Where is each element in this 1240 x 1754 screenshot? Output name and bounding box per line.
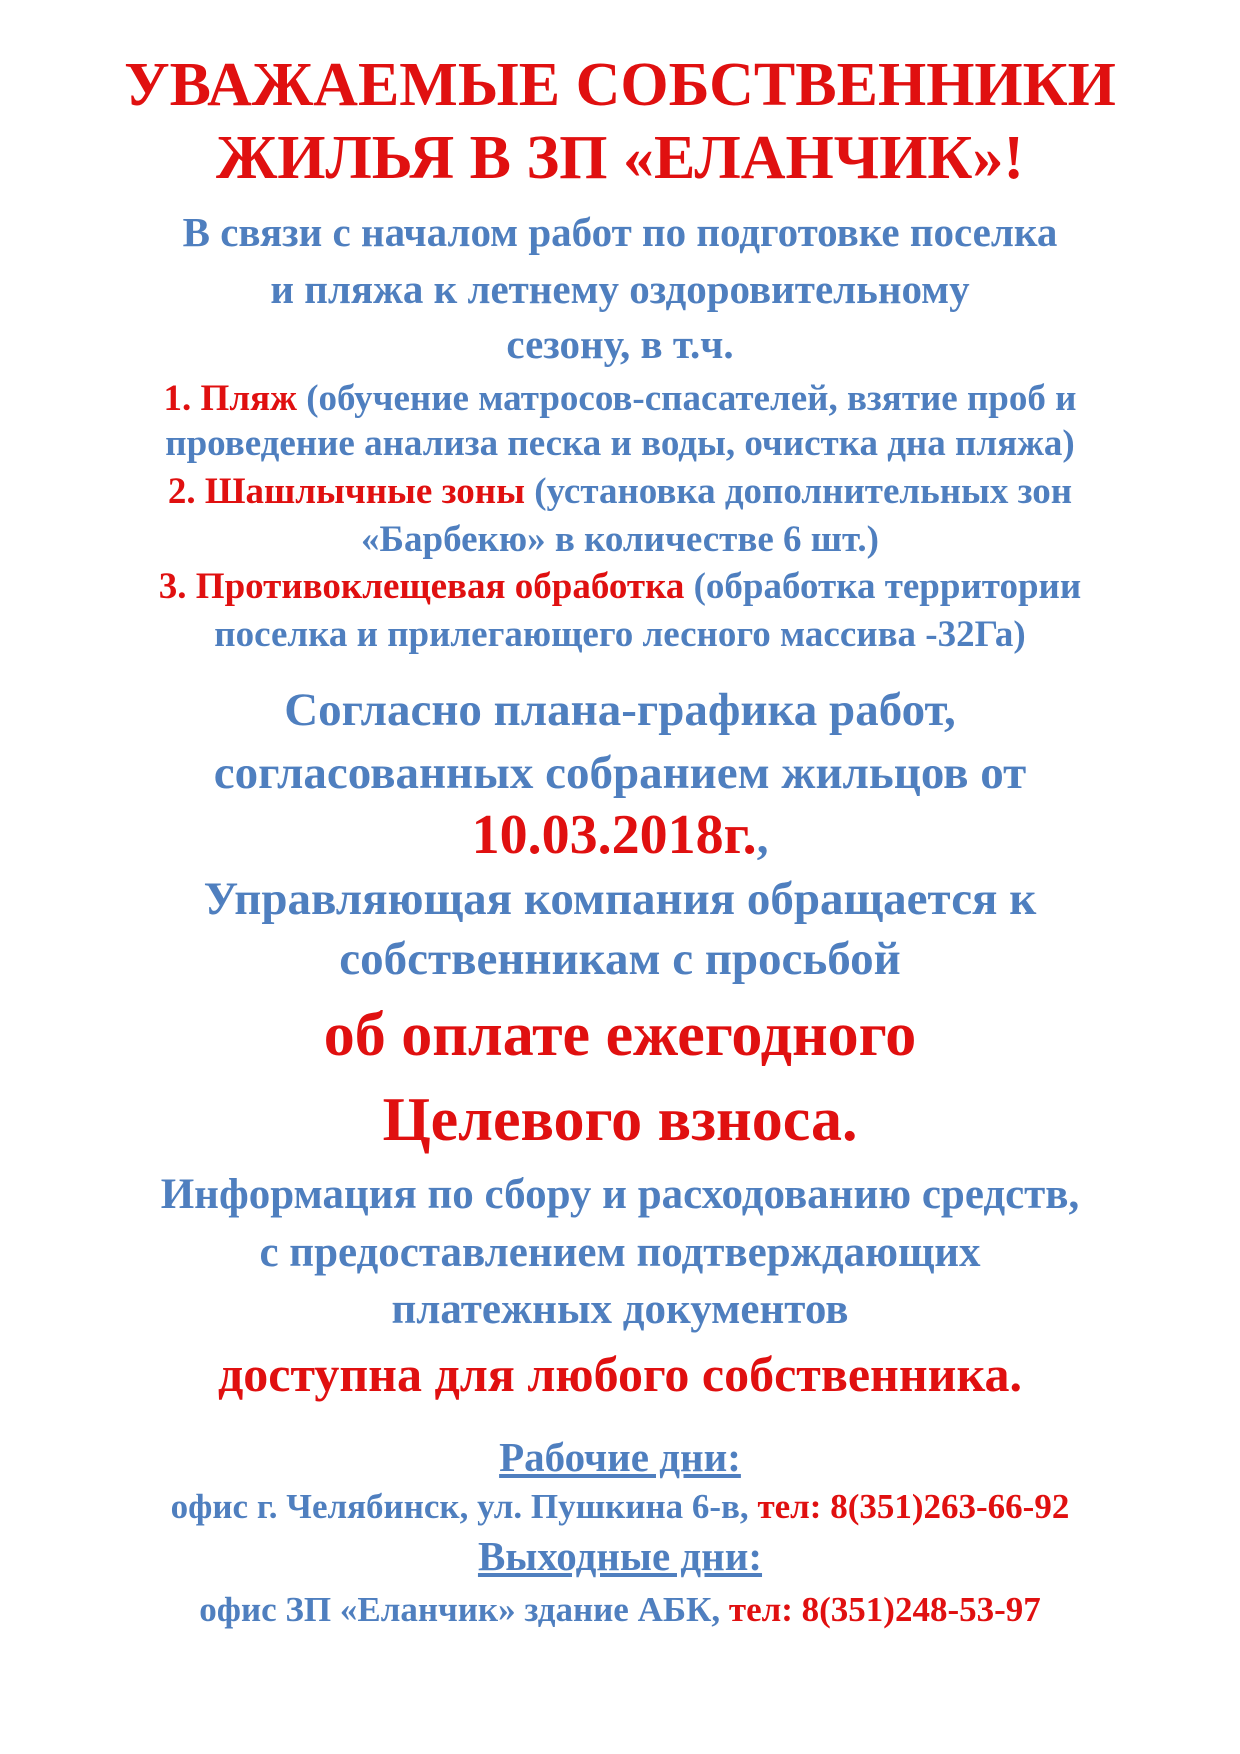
list-item-1-line-1 [0, 377, 1240, 420]
intro-line-3: сезону, в т.ч. [506, 321, 734, 367]
list-item-1-label: 1. Пляж [163, 378, 297, 419]
list-item-2-line-1 [0, 470, 1240, 513]
plan-date-suffix: , [756, 812, 769, 864]
workdays-office: офис г. Челябинск, ул. Пушкина 6-в, [170, 1487, 758, 1526]
list-item-3-label: 3. Противоклещевая обработка [158, 566, 685, 607]
weekend-phone: тел: 8(351)248-53-97 [728, 1590, 1041, 1629]
weekend-office: офис ЗП «Еланчик» здание АБК, [199, 1590, 729, 1629]
info-line-2: с предоставлением подтверждающих [259, 1229, 981, 1276]
list-item-2-line-2: «Барбекю» в количестве 6 шт.) [361, 519, 879, 560]
plan-line-4: собственникам с просьбой [339, 933, 901, 985]
plan-line-2: согласованных собранием жильцов от [213, 747, 1027, 799]
plan-date-line [0, 803, 1240, 867]
list-item-3-line-1 [0, 565, 1240, 608]
list-item-3-line-2: поселка и прилегающего лесного массива -32Га) [214, 614, 1026, 655]
workdays-phone: тел: 8(351)263-66-92 [757, 1487, 1070, 1526]
title-line-2: ЖИЛЬЯ В ЗП «ЕЛАНЧИК»! [215, 124, 1025, 192]
info-line-3: платежных документов [391, 1286, 849, 1333]
workdays-contact [0, 1487, 1240, 1527]
plan-date: 10.03.2018г. [471, 804, 757, 866]
plan-line-3: Управляющая компания обращается к [203, 873, 1037, 925]
request-line-2: Целевого взноса. [382, 1086, 858, 1154]
request-line-1: об оплате ежегодного [323, 1001, 917, 1069]
plan-line-1: Согласно плана-графика работ, [284, 684, 956, 736]
workdays-heading: Рабочие дни: [499, 1434, 741, 1480]
title-line-1: УВАЖАЕМЫЕ СОБСТВЕННИКИ [124, 51, 1116, 119]
list-item-2-text: (установка дополнительных зон [524, 471, 1073, 512]
intro-line-1: В связи с началом работ по подготовке поселка [182, 209, 1058, 255]
info-line-1: Информация по сбору и расходованию средств, [160, 1171, 1080, 1218]
list-item-3-text: (обработка территории [684, 566, 1082, 607]
intro-line-2: и пляжа к летнему оздоровительному [270, 266, 970, 312]
list-item-1-text: (обучение матросов-спасателей, взятие проб и [296, 378, 1077, 419]
weekend-heading: Выходные дни: [477, 1533, 763, 1579]
list-item-1-line-2: проведение анализа песка и воды, очистка дна пляжа) [165, 423, 1075, 464]
weekend-contact [0, 1590, 1240, 1630]
list-item-2-label: 2. Шашлычные зоны [167, 471, 525, 512]
info-available: доступна для любого собственника. [217, 1346, 1023, 1402]
